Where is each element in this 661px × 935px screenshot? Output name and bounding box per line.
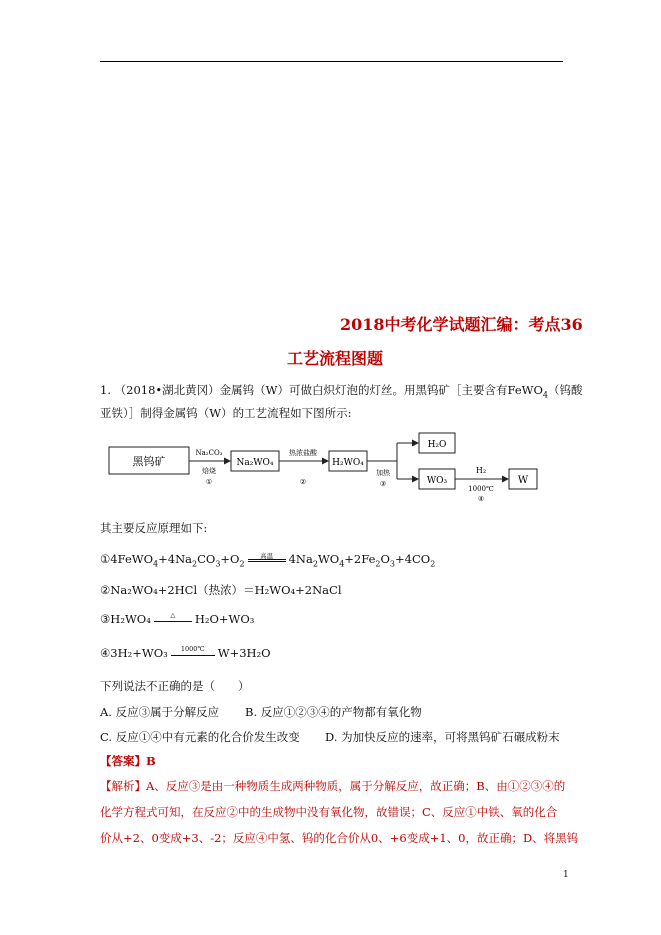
equation-3: ③H₂WO₄ △ H₂O+WO₃ <box>100 611 255 626</box>
analysis-line-1: 【解析】A、反应③是由一种物质生成两种物质，属于分解反应，故正确；B、由①②③④的 <box>100 779 566 793</box>
option-d: D. 为加快反应的速率，可将黑钨矿石碾成粉末 <box>325 730 560 744</box>
flow-label-calcine: 焙烧 <box>202 467 216 475</box>
principle-heading: 其主要反应原理如下: <box>100 521 208 535</box>
equation-4: ④3H₂+WO₃ 1000℃ W+3H₂O <box>100 645 271 660</box>
flow-label-na2co3: Na₂CO₃ <box>195 449 223 457</box>
process-flowchart <box>101 431 541 503</box>
flow-label-temp: 1000℃ <box>468 485 494 493</box>
flow-box-wo3-label: WO₃ <box>426 476 448 486</box>
header-rule <box>100 61 563 62</box>
analysis-line-2: 化学方程式可知，在反应②中的生成物中没有氧化物，故错误；C、反应①中铁、氧的化合 <box>100 805 558 819</box>
choice-prompt: 下列说法不正确的是（ ） <box>100 679 250 693</box>
flow-label-step4: ④ <box>477 495 485 503</box>
question-intro-line1: 1. （2018•湖北黄冈）金属钨（W）可做白炽灯泡的灯丝。用黑钨矿［主要含有FeWO$_4$（钨酸 <box>100 383 583 400</box>
equation-2: ②Na₂WO₄+2HCl（热浓）＝H₂WO₄+2NaCl <box>100 583 342 597</box>
flow-box-ore-label: 黑钨矿 <box>132 455 166 468</box>
answer-label: 【答案】B <box>100 754 156 768</box>
equation-1: $①4FeWO_4+4Na_2CO_3+O_2$ 高温 $4Na_2WO_4+2Fe_2O_3+4CO_2$ <box>100 552 436 569</box>
flow-box-h2wo4-label: H₂WO₄ <box>332 458 364 468</box>
flow-box-na2wo4-label: Na₂WO₄ <box>236 458 274 468</box>
page-number: 1 <box>563 870 569 880</box>
flow-label-hcl: 热浓盐酸 <box>289 449 317 457</box>
flow-label-step3: ③ <box>379 480 387 488</box>
flow-label-heat: 加热 <box>376 469 390 477</box>
flow-box-w-label: W <box>517 475 529 486</box>
flow-label-step1: ① <box>205 478 213 486</box>
page-title: 2018中考化学试题汇编：考点36 <box>340 315 583 334</box>
question-intro-line2: 亚铁）］制得金属钨（W）的工艺流程如下图所示: <box>100 406 352 420</box>
flow-label-h2: H₂ <box>475 466 487 475</box>
flow-label-step2: ② <box>299 478 307 486</box>
option-c: C. 反应①④中有元素的化合价发生改变 <box>100 730 300 744</box>
analysis-line-3: 价从+2、0变成+3、-2；反应④中氢、钨的化合价从0、+6变成+1、0，故正确；D、将黑钨 <box>100 831 579 845</box>
flow-box-h2o-label: H₂O <box>427 440 447 450</box>
option-a: A. 反应③属于分解反应 <box>100 705 220 719</box>
option-b: B. 反应①②③④的产物都有氧化物 <box>245 705 422 719</box>
page-subtitle: 工艺流程图题 <box>287 349 384 368</box>
